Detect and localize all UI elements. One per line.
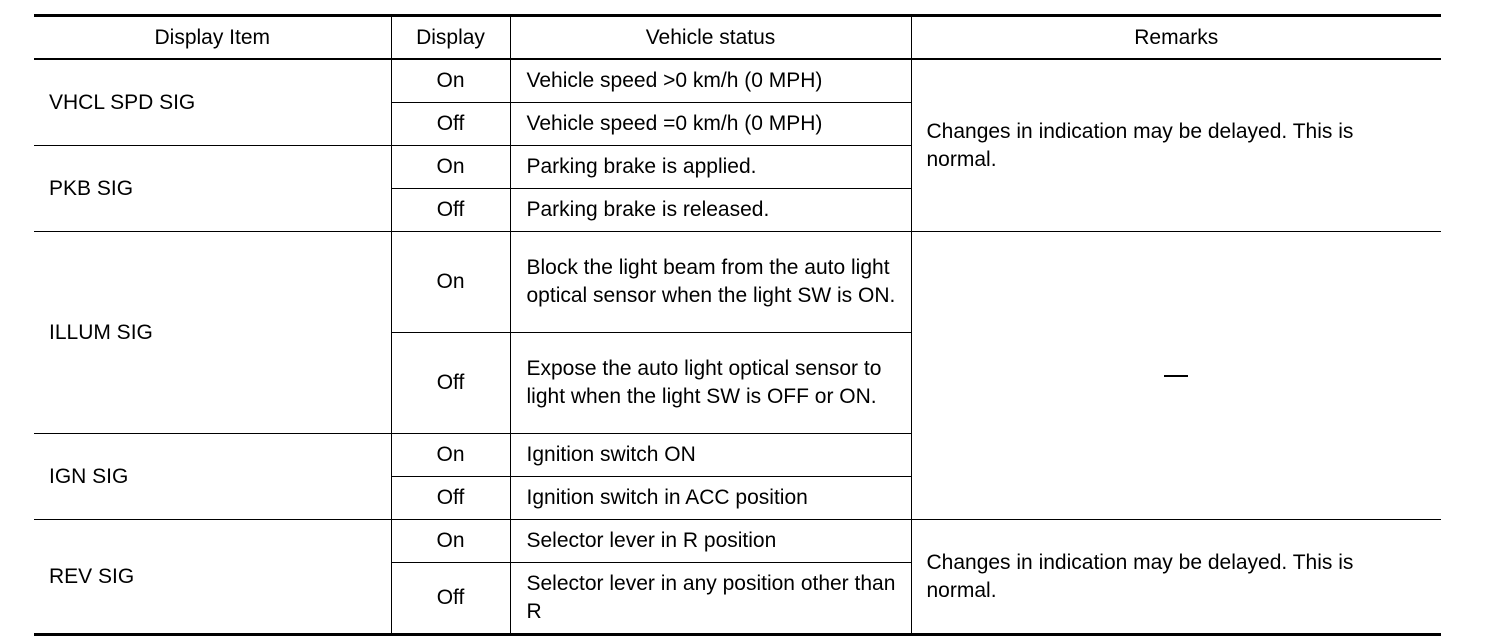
table-body [34, 59, 1441, 635]
header-row [34, 16, 1441, 60]
display-value-cell: On [391, 59, 510, 103]
vehicle-status-cell: Parking brake is released. [510, 189, 911, 232]
display-value-cell: Off [391, 333, 510, 434]
vehicle-status-cell: Ignition switch ON [510, 434, 911, 477]
vehicle-status-cell: Vehicle speed =0 km/h (0 MPH) [510, 103, 911, 146]
display-value-cell: Off [391, 477, 510, 520]
display-value-cell: Off [391, 189, 510, 232]
vehicle-status-cell: Selector lever in any position other than R [510, 563, 911, 635]
remarks-cell: Changes in indication may be delayed. This is normal. [911, 59, 1441, 232]
display-item-cell: IGN SIG [34, 434, 391, 520]
table-row [34, 232, 1441, 333]
vehicle-status-cell: Expose the auto light optical sensor to light when the light SW is OFF or ON. [510, 333, 911, 434]
display-item-cell: PKB SIG [34, 146, 391, 232]
remarks-cell: Changes in indication may be delayed. This is normal. [911, 520, 1441, 635]
display-value-cell: Off [391, 103, 510, 146]
dash-mark [1164, 375, 1188, 377]
table-row [34, 59, 1441, 103]
display-value-cell: Off [391, 563, 510, 635]
display-item-cell: ILLUM SIG [34, 232, 391, 434]
vehicle-status-cell: Parking brake is applied. [510, 146, 911, 189]
vehicle-status-cell: Selector lever in R position [510, 520, 911, 563]
display-item-cell: REV SIG [34, 520, 391, 635]
header-display: Display [391, 16, 510, 60]
display-value-cell: On [391, 434, 510, 477]
header-display-item: Display Item [34, 16, 391, 60]
header-remarks: Remarks [911, 16, 1441, 60]
display-value-cell: On [391, 520, 510, 563]
header-vehicle-status: Vehicle status [510, 16, 911, 60]
signal-display-table [34, 14, 1441, 636]
remarks-cell [911, 232, 1441, 520]
vehicle-status-cell: Ignition switch in ACC position [510, 477, 911, 520]
vehicle-status-cell: Vehicle speed >0 km/h (0 MPH) [510, 59, 911, 103]
table-row [34, 520, 1441, 563]
vehicle-status-cell: Block the light beam from the auto light optical sensor when the light SW is ON. [510, 232, 911, 333]
table-header [34, 16, 1441, 60]
display-value-cell: On [391, 232, 510, 333]
display-value-cell: On [391, 146, 510, 189]
display-item-cell: VHCL SPD SIG [34, 59, 391, 146]
